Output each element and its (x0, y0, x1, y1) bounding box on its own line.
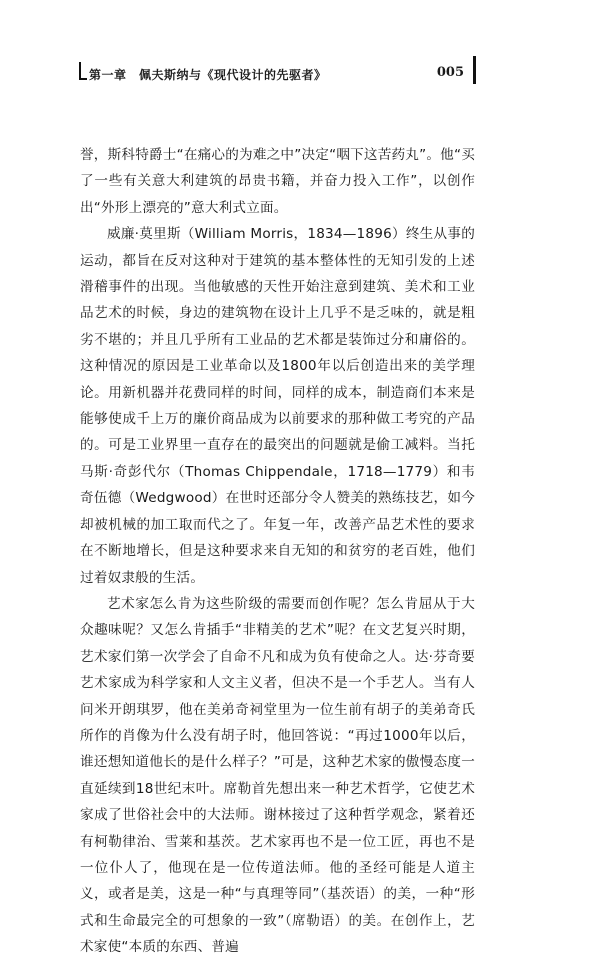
header-bar (473, 56, 476, 84)
paragraph-artists: 艺术家怎么肯为这些阶级的需要而创作呢？怎么肯屈从于大众趣味呢？又怎么肯插手“非精美的艺术”呢？在文艺复兴时期，艺术家们第一次学会了自命不凡和成为负有使命之人。达·芬奇要艺术家成为科学家和人文主义者，但决不是一个手艺人。当有人问米开朗琪罗，他在美弟奇祠堂里为一位生前有胡子的美弟奇氏所作的肖像为什么没有胡子时，他回答说：“再过1000年以后，谁还想知道他长的是什么样子？”可是，这种艺术家的傲慢态度一直延续到18世纪末叶。席勒首先想出来一种艺术哲学，它使艺术家成了世俗社会中的大法师。谢林接过了这种哲学观念，紧着还有柯勒律治、雪莱和基茨。艺术家再也不是一位工匠，再也不是一位仆人了，他现在是一位传道法师。他的圣经可能是人道主义，或者是美，这是一种“与真理等同”（基茨语）的美，一种“形式和生命最完全的可想象的一致”（席勒语）的美。在创作上，艺术家使“本质的东西、普遍 (80, 595, 475, 956)
page-number: 005 (436, 65, 464, 80)
chapter-title: 第一章 佩夫斯纳与《现代设计的先驱者》 (89, 68, 327, 82)
body-text (80, 142, 475, 961)
paragraph-continued: 誉，斯科特爵士“在痛心的为难之中”决定“咽下这苦药丸”。他“买了一些有关意大利建筑的昂贵书籍，并奋力投入工作”，以创作出“外形上漂亮的”意大利式立面。 (80, 147, 475, 216)
paragraph-morris: 威廉·莫里斯（William Morris，1834—1896）终生从事的运动，都旨在反对这种对于建筑的基本整体性的无知引发的上述滑稽事件的出现。当他敏感的天性开始注意到建筑、美术和工业品艺术的时候，身边的建筑物在设计上几乎不是乏味的，就是粗劣不堪的；并且几乎所有工业品的艺术都是装饰过分和庸俗的。这种情况的原因是工业革命以及1800年以后创造出来的美学理论。用新机器并花费同样的时间，同样的成本，制造商们本来是能够使成千上万的廉价商品成为以前要求的那种做工考究的产品的。可是工业界里一直存在的最突出的问题就是偷工减料。当托马斯·奇彭代尔（Thomas Chippendale，1718—1779）和韦奇伍德（Wedgwood）在世时还部分令人赞美的熟练技艺，如今却被机械的加工取而代之了。年复一年，改善产品艺术性的要求在不断地增长，但是这种要求来自无知的和贫穷的老百姓，他们过着奴隶般的生活。 (80, 226, 475, 586)
running-header (79, 60, 476, 86)
corner-mark (79, 62, 87, 80)
